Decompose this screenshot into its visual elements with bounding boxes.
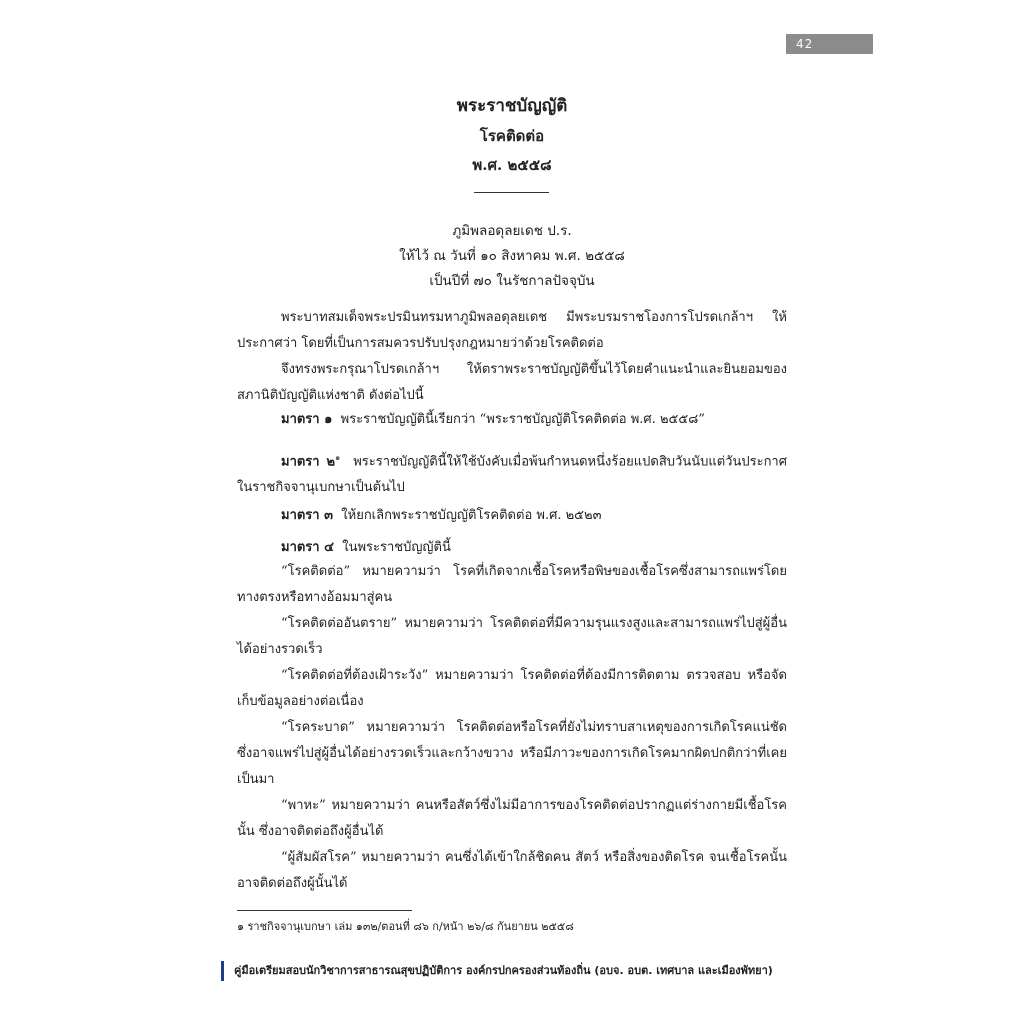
section-text: ในพระราชบัญญัตินี้ <box>342 540 451 555</box>
footer-book-title: คู่มือเตรียมสอบนักวิชาการสาธารณสุขปฏิบัติการ องค์กรปกครองส่วนท้องถิ่น (อบจ. อบต. เทศบาล และเมืองพัทยา) <box>234 964 773 977</box>
section-2 <box>237 445 787 501</box>
signature-date: ให้ไว้ ณ วันที่ ๑๐ สิงหาคม พ.ศ. ๒๕๕๘ <box>399 248 625 264</box>
section-3 <box>237 503 787 529</box>
signature-reign: เป็นปีที่ ๗๐ ในรัชกาลปัจจุบัน <box>429 273 595 289</box>
footnote-marker: ๑ <box>335 453 341 462</box>
section-text: ให้ยกเลิกพระราชบัญญัติโรคติดต่อ พ.ศ. ๒๕๒๓ <box>341 508 602 523</box>
title-divider <box>474 192 549 193</box>
definition-item: “ผู้สัมผัสโรค” หมายความว่า คนซึ่งได้เข้าใกล้ชิดคน สัตว์ หรือสิ่งของติดโรค จนเชื้อโรคนั้นอาจติดต่อถึงผู้นั้นได้ <box>237 850 787 891</box>
page-number-badge: 42 <box>786 34 873 54</box>
section-label: มาตรา ๑ <box>281 412 333 427</box>
document-title: พระราชบัญญัติ <box>456 96 568 116</box>
definitions <box>237 559 787 897</box>
definition-item: “พาหะ” หมายความว่า คนหรือสัตว์ซึ่งไม่มีอาการของโรคติดต่อปรากฏแต่ร่างกายมีเชื้อโรคนั้น ซึ่งอาจติดต่อถึงผู้อื่นได้ <box>237 798 787 839</box>
section-label: มาตรา ๔ <box>281 540 334 555</box>
document-subtitle: โรคติดต่อ <box>479 127 545 145</box>
signature-name: ภูมิพลอดุลยเดช ป.ร. <box>452 223 572 239</box>
footnote: ๑ ราชกิจจานุเบกษา เล่ม ๑๓๒/ตอนที่ ๘๖ ก/หน้า ๒๖/๘ กันยายน ๒๕๕๘ <box>237 920 574 933</box>
section-text: พระราชบัญญัตินี้ให้ใช้บังคับเมื่อพ้นกำหนดหนึ่งร้อยแปดสิบวันนับแต่วันประกาศในราชกิจจานุเบกษาเป็นต้นไป <box>237 454 787 496</box>
definition-item: “โรคติดต่ออันตราย” หมายความว่า โรคติดต่อที่มีความรุนแรงสูงและสามารถแพร่ไปสู่ผู้อื่นได้อย่างรวดเร็ว <box>237 616 787 657</box>
document-year: พ.ศ. ๒๕๕๘ <box>472 156 552 174</box>
definition-item: “โรคติดต่อที่ต้องเฝ้าระวัง” หมายความว่า โรคติดต่อที่ต้องมีการติดตาม ตรวจสอบ หรือจัดเก็บข้อมูลอย่างต่อเนื่อง <box>237 668 787 709</box>
section-1 <box>237 407 787 433</box>
preamble-paragraph: จึงทรงพระกรุณาโปรดเกล้าฯ ให้ตราพระราชบัญญัติขึ้นไว้โดยคำแนะนำและยินยอมของสภานิติบัญญัติแห่งชาติ ดังต่อไปนี้ <box>237 362 787 403</box>
section-label: มาตรา ๓ <box>281 508 334 523</box>
section-label: มาตรา ๒ <box>281 454 336 470</box>
definition-item: “โรคระบาด” หมายความว่า โรคติดต่อหรือโรคที่ยังไม่ทราบสาเหตุของการเกิดโรคแน่ชัด ซึ่งอาจแพร่ไปสู่ผู้อื่นได้อย่างรวดเร็วและกว้างขวาง หรือมีภาวะของการเกิดโรคมากผิดปกติกว่าที่เคยเป็นมา <box>237 720 787 787</box>
footnote-divider <box>237 910 412 911</box>
section-4 <box>237 535 787 561</box>
section-text: พระราชบัญญัตินี้เรียกว่า “พระราชบัญญัติโรคติดต่อ พ.ศ. ๒๕๕๘” <box>340 412 705 427</box>
preamble-paragraph: พระบาทสมเด็จพระปรมินทรมหาภูมิพลอดุลยเดช มีพระบรมราชโองการโปรดเกล้าฯ ให้ประกาศว่า โดยที่เป็นการสมควรปรับปรุงกฎหมายว่าด้วยโรคติดต่อ <box>237 310 787 351</box>
footer-accent-bar <box>221 961 224 981</box>
preamble <box>237 305 787 409</box>
definition-item: “โรคติดต่อ” หมายความว่า โรคที่เกิดจากเชื้อโรคหรือพิษของเชื้อโรคซึ่งสามารถแพร่โดยทางตรงหรือทางอ้อมมาสู่คน <box>237 564 787 605</box>
